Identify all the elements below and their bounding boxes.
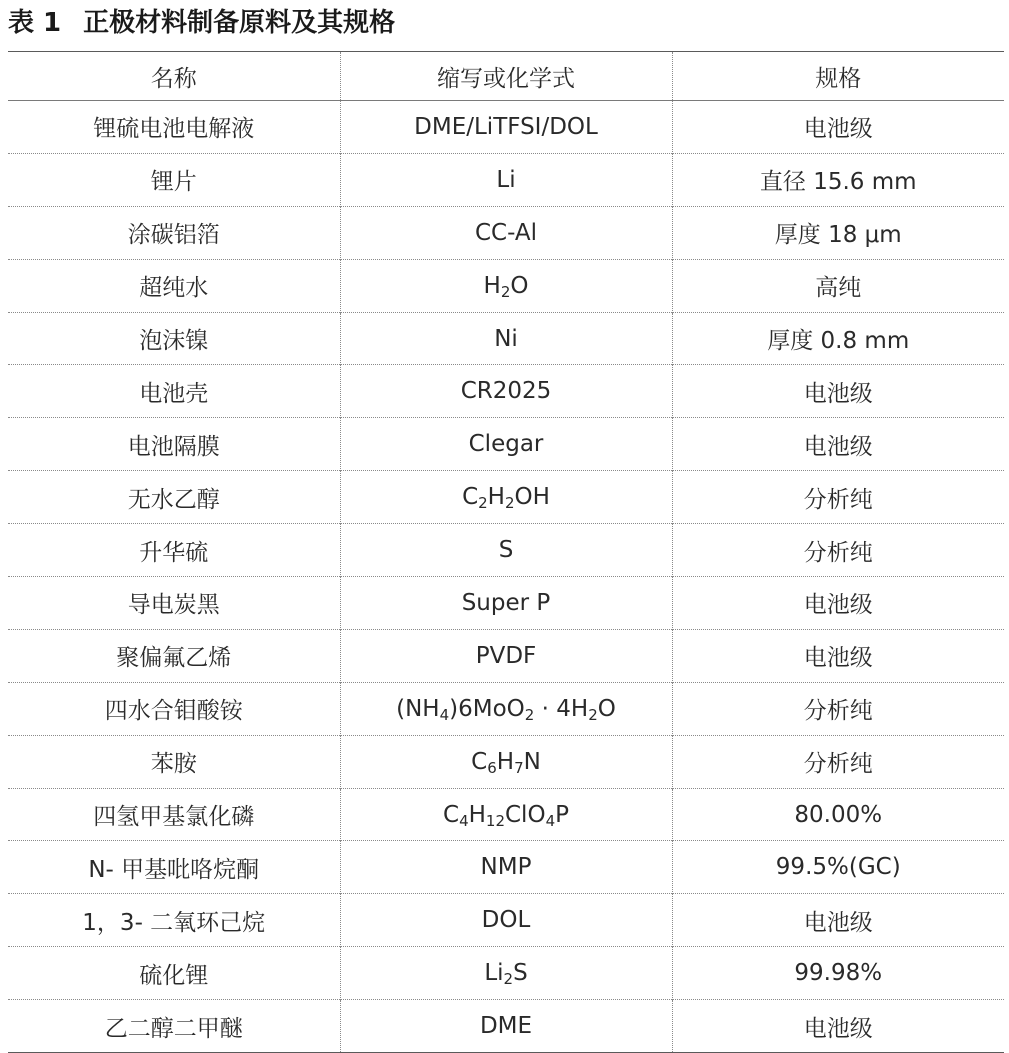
table-row (8, 259, 1004, 312)
table-row (8, 577, 1004, 630)
cell-formula: S (340, 524, 672, 577)
cell-spec: 电池级 (672, 1000, 1004, 1053)
cell-name: 电池壳 (139, 380, 209, 407)
cell-formula: CR2025 (340, 365, 672, 418)
cell-formula: Ni (340, 312, 672, 365)
formula-subscript: 6 (487, 758, 497, 777)
formula-subscript: 2 (500, 282, 511, 301)
cell-spec: 直径 15.6 mm (672, 153, 1004, 206)
table-row (8, 788, 1004, 841)
cell-name: 锂片 (150, 169, 197, 196)
cell-name: 泡沫镍 (139, 328, 209, 354)
table-row (8, 524, 1004, 577)
cell-spec: 分析纯 (672, 524, 1004, 577)
cell-spec: 电池级 (672, 101, 1004, 154)
cell-spec: 高纯 (672, 259, 1004, 312)
table-row (8, 153, 1004, 206)
formula-subscript: 4 (459, 811, 469, 830)
formula-subscript: 12 (485, 811, 505, 830)
table-row (8, 101, 1004, 154)
table-row (8, 418, 1004, 471)
cell-spec: 厚度 18 μm (672, 206, 1004, 259)
formula-subscript: 4 (439, 705, 450, 724)
table-title: 正极材料制备原料及其规格 (83, 8, 396, 38)
formula-subscript: 2 (478, 494, 488, 513)
cell-name: 涂碳铝箔 (127, 222, 220, 249)
cell-formula: $H_2O$ (340, 259, 672, 312)
table-row (8, 629, 1004, 682)
table-row (8, 471, 1004, 524)
cell-formula: NMP (340, 841, 672, 894)
cell-spec: 电池级 (672, 418, 1004, 471)
table-row (8, 365, 1004, 418)
cell-name: 硫化锂 (139, 962, 209, 989)
cell-spec: 99.98% (672, 947, 1004, 1000)
cell-formula: PVDF (340, 629, 672, 682)
table-row (8, 1000, 1004, 1053)
formula-subscript: 2 (503, 970, 514, 989)
cell-name: 无水乙醇 (127, 486, 220, 513)
cell-spec: 电池级 (672, 894, 1004, 947)
cell-name: 电池隔膜 (127, 433, 220, 460)
cell-spec: 电池级 (672, 365, 1004, 418)
cell-spec: 电池级 (672, 629, 1004, 682)
table-number: 表 1 (8, 8, 62, 38)
cell-name: 乙二醇二甲醚 (104, 1015, 243, 1042)
cell-spec: 99.5%(GC) (672, 841, 1004, 894)
cell-formula: DME (340, 1000, 672, 1053)
table-row (8, 206, 1004, 259)
cell-formula: $(NH_4)6MoO_2 \cdot 4H_2O$ (340, 682, 672, 735)
cell-name: N- 甲基吡咯烷酮 (88, 856, 260, 883)
cell-formula: DME/LiTFSI/DOL (340, 101, 672, 154)
cell-formula: CC-Al (340, 206, 672, 259)
table-row (8, 682, 1004, 735)
cell-spec: 厚度 0.8 mm (672, 312, 1004, 365)
cell-spec: 分析纯 (672, 471, 1004, 524)
cell-name: 四氢甲基氯化磷 (93, 804, 255, 831)
cell-formula: $Li_2S$ (340, 947, 672, 1000)
cell-name: 苯胺 (150, 751, 197, 778)
column-header-name: 名称 (150, 65, 197, 92)
cell-spec: 分析纯 (672, 682, 1004, 735)
cell-formula: Super P (340, 577, 672, 630)
table-row (8, 735, 1004, 788)
cell-formula: $C_2H_2OH$ (340, 471, 672, 524)
formula-subscript: 7 (514, 758, 524, 777)
cell-name: 锂硫电池电解液 (93, 116, 255, 143)
cell-formula: $C_6H_7N$ (340, 735, 672, 788)
cell-spec: 电池级 (672, 577, 1004, 630)
table-row (8, 894, 1004, 947)
cell-name: 超纯水 (139, 275, 209, 302)
formula-subscript: 4 (545, 811, 556, 830)
table-header (8, 52, 1004, 101)
header-row (8, 52, 1004, 101)
formula-subscript: 2 (504, 494, 515, 513)
formula-subscript: 2 (588, 705, 598, 724)
table-caption (8, 6, 395, 40)
column-header-spec: 规格 (672, 52, 1004, 101)
cell-formula: DOL (340, 894, 672, 947)
table-row (8, 841, 1004, 894)
materials-table (8, 51, 1004, 1053)
cell-spec: 分析纯 (672, 735, 1004, 788)
formula-subscript: 2 (524, 705, 535, 724)
cell-name: 聚偏氟乙烯 (116, 645, 232, 672)
cell-spec: 80.00% (672, 788, 1004, 841)
cell-name: 1，3- 二氧环己烷 (82, 909, 266, 936)
table-row (8, 947, 1004, 1000)
cell-formula: $C_4H_{12}ClO_4P$ (340, 788, 672, 841)
column-header-formula: 缩写或化学式 (340, 52, 672, 101)
table-body (8, 101, 1004, 1053)
table-row (8, 312, 1004, 365)
cell-name: 四水合钼酸铵 (104, 698, 243, 725)
cell-formula: Clegar (340, 418, 672, 471)
cell-formula: Li (340, 153, 672, 206)
cell-name: 升华硫 (139, 539, 209, 566)
cell-name: 导电炭黑 (127, 592, 220, 619)
